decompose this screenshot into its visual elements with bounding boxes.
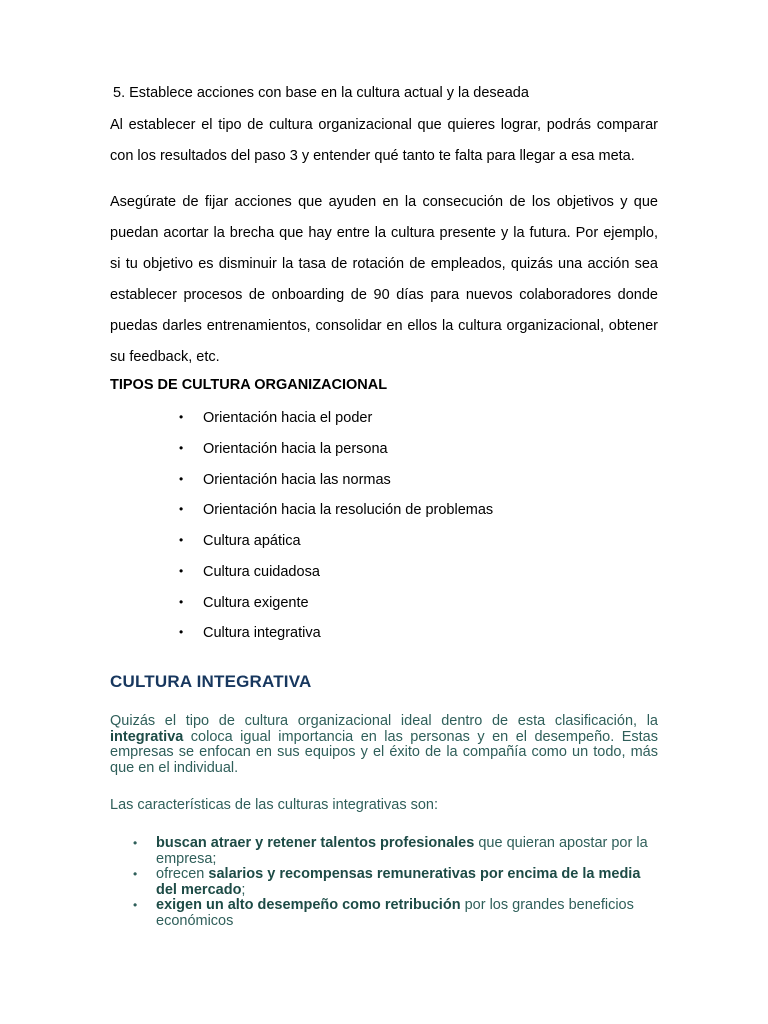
- paragraph-actions: Asegúrate de fijar acciones que ayuden en la consecución de los objetivos y que puedan acortar la brecha que hay entre la cultura presente y la futura. Por ejemplo, si tu objetivo es disminuir la tasa de rotación de empleados, quizás una acción sea establecer procesos de onboarding de 90 días para nuevos colaboradores donde puedas darles entrenamientos, consolidar en ellos la cultura organizacional, obtener su feedback, etc.: [110, 194, 658, 365]
- bullet-icon: •: [179, 502, 184, 516]
- list-item: • buscan atraer y retener talentos profesionales que quieran apostar por la empresa;: [133, 835, 648, 867]
- list-item: • exigen un alto desempeño como retribución por los grandes beneficios económicos: [133, 897, 634, 929]
- types-heading: TIPOS DE CULTURA ORGANIZACIONAL: [110, 377, 388, 393]
- bullet-icon: •: [179, 595, 184, 609]
- emphasis-text: integrativa: [110, 728, 184, 745]
- characteristics-list: [133, 836, 658, 929]
- list-item: • Cultura exigente: [179, 595, 309, 611]
- step-5-line: 5. Establece acciones con base en la cultura actual y la deseada: [113, 85, 529, 101]
- paragraph-compare: Al establecer el tipo de cultura organizacional que quieres lograr, podrás comparar con los resultados del paso 3 y entender qué tanto te falta para llegar a esa meta.: [110, 117, 658, 164]
- list-item: • Orientación hacia la resolución de problemas: [179, 502, 494, 518]
- list-item: • Orientación hacia el poder: [179, 410, 373, 426]
- section-title: CULTURA INTEGRATIVA: [110, 672, 312, 691]
- bullet-icon: •: [179, 410, 184, 424]
- bullet-icon: •: [179, 564, 184, 578]
- list-item: • Orientación hacia las normas: [179, 472, 391, 488]
- list-item: • Cultura apática: [179, 533, 301, 549]
- list-item: • Cultura integrativa: [179, 625, 321, 641]
- bullet-icon: •: [179, 625, 184, 639]
- bullet-icon: •: [133, 836, 138, 850]
- list-item: • Cultura cuidadosa: [179, 564, 320, 580]
- bullet-icon: •: [179, 533, 184, 547]
- intro-paragraph: Quizás el tipo de cultura organizacional ideal dentro de esta clasificación, la integrativa coloca igual importancia en las personas y en el desempeño. Estas empresas se enfocan en sus equipos y el éxito de la compañía como un todo, más que en el individual.: [110, 713, 658, 776]
- characteristics-label: Las características de las culturas integrativas son:: [110, 797, 439, 813]
- list-item: • ofrecen salarios y recompensas remunerativas por encima de la media del mercado;: [133, 866, 641, 898]
- bullet-icon: •: [179, 472, 184, 486]
- list-item: • Orientación hacia la persona: [179, 441, 388, 457]
- bullet-icon: •: [179, 441, 184, 455]
- bullet-icon: •: [133, 867, 138, 881]
- bullet-icon: •: [133, 898, 138, 912]
